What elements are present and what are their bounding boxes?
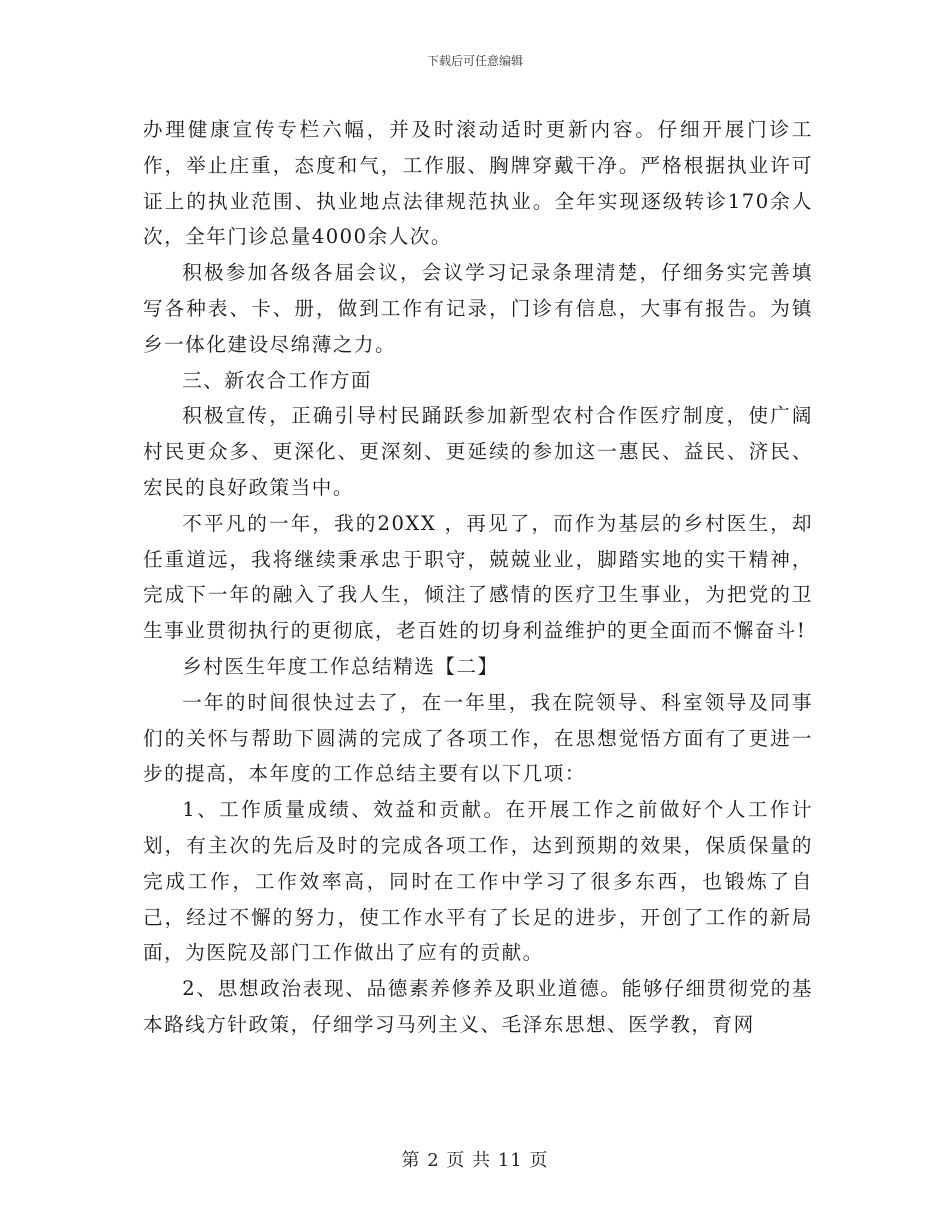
document-body [143,112,813,1043]
paragraph: 2、思想政治表现、品德素养修养及职业道德。能够仔细贯彻党的基本路线方针政策，仔细学习马列主义、毛泽东思想、医学教，育网 [143,977,813,1036]
section-heading: 三、新农合工作方面 [182,368,373,392]
paragraph: 不平凡的一年，我的20XX ，再见了，而作为基层的乡村医生，却任重道远，我将继续秉承忠于职守，兢兢业业，脚踏实地的实干精神，完成下一年的融入了我人生，倾注了感情的医疗卫生事业，为把党的卫生事业贯彻执行的更彻底，老百姓的切身利益维护的更全面而不懈奋斗! [143,511,813,643]
page-number: 第 2 页 共 11 页 [401,1150,549,1171]
article-title: 乡村医生年度工作总结精选【二】 [182,654,499,678]
paragraph-continuation: 办理健康宣传专栏六幅，并及时滚动适时更新内容。仔细开展门诊工作，举止庄重，态度和气，工作服、胸牌穿戴干净。严格根据执业许可证上的执业范围、执业地点法律规范执业。全年实现逐级转诊170余人次，全年门诊总量4000余人次。 [143,118,813,249]
paragraph: 一年的时间很快过去了，在一年里，我在院领导、科室领导及同事们的关怀与帮助下圆满的完成了各项工作，在思想觉悟方面有了更进一步的提高，本年度的工作总结主要有以下几项： [143,690,813,786]
header-note: 下载后可任意编辑 [426,54,523,68]
paragraph: 积极参加各级各届会议，会议学习记录条理清楚，仔细务实完善填写各种表、卡、册，做到工作有记录，门诊有信息，大事有报告。为镇乡一体化建设尽绵薄之力。 [143,261,813,356]
paragraph: 积极宣传，正确引导村民踊跃参加新型农村合作医疗制度，使广阔村民更众多、更深化、更深刻、更延续的参加这一惠民、益民、济民、宏民的良好政策当中。 [143,404,813,499]
paragraph: 1、工作质量成绩、效益和贡献。在开展工作之前做好个人工作计划，有主次的先后及时的完成各项工作，达到预期的效果，保质保量的完成工作，工作效率高，同时在工作中学习了很多东西，也锻炼了自己，经过不懈的努力，使工作水平有了长足的进步，开创了工作的新局面，为医院及部门工作做出了应有的贡献。 [143,798,813,965]
